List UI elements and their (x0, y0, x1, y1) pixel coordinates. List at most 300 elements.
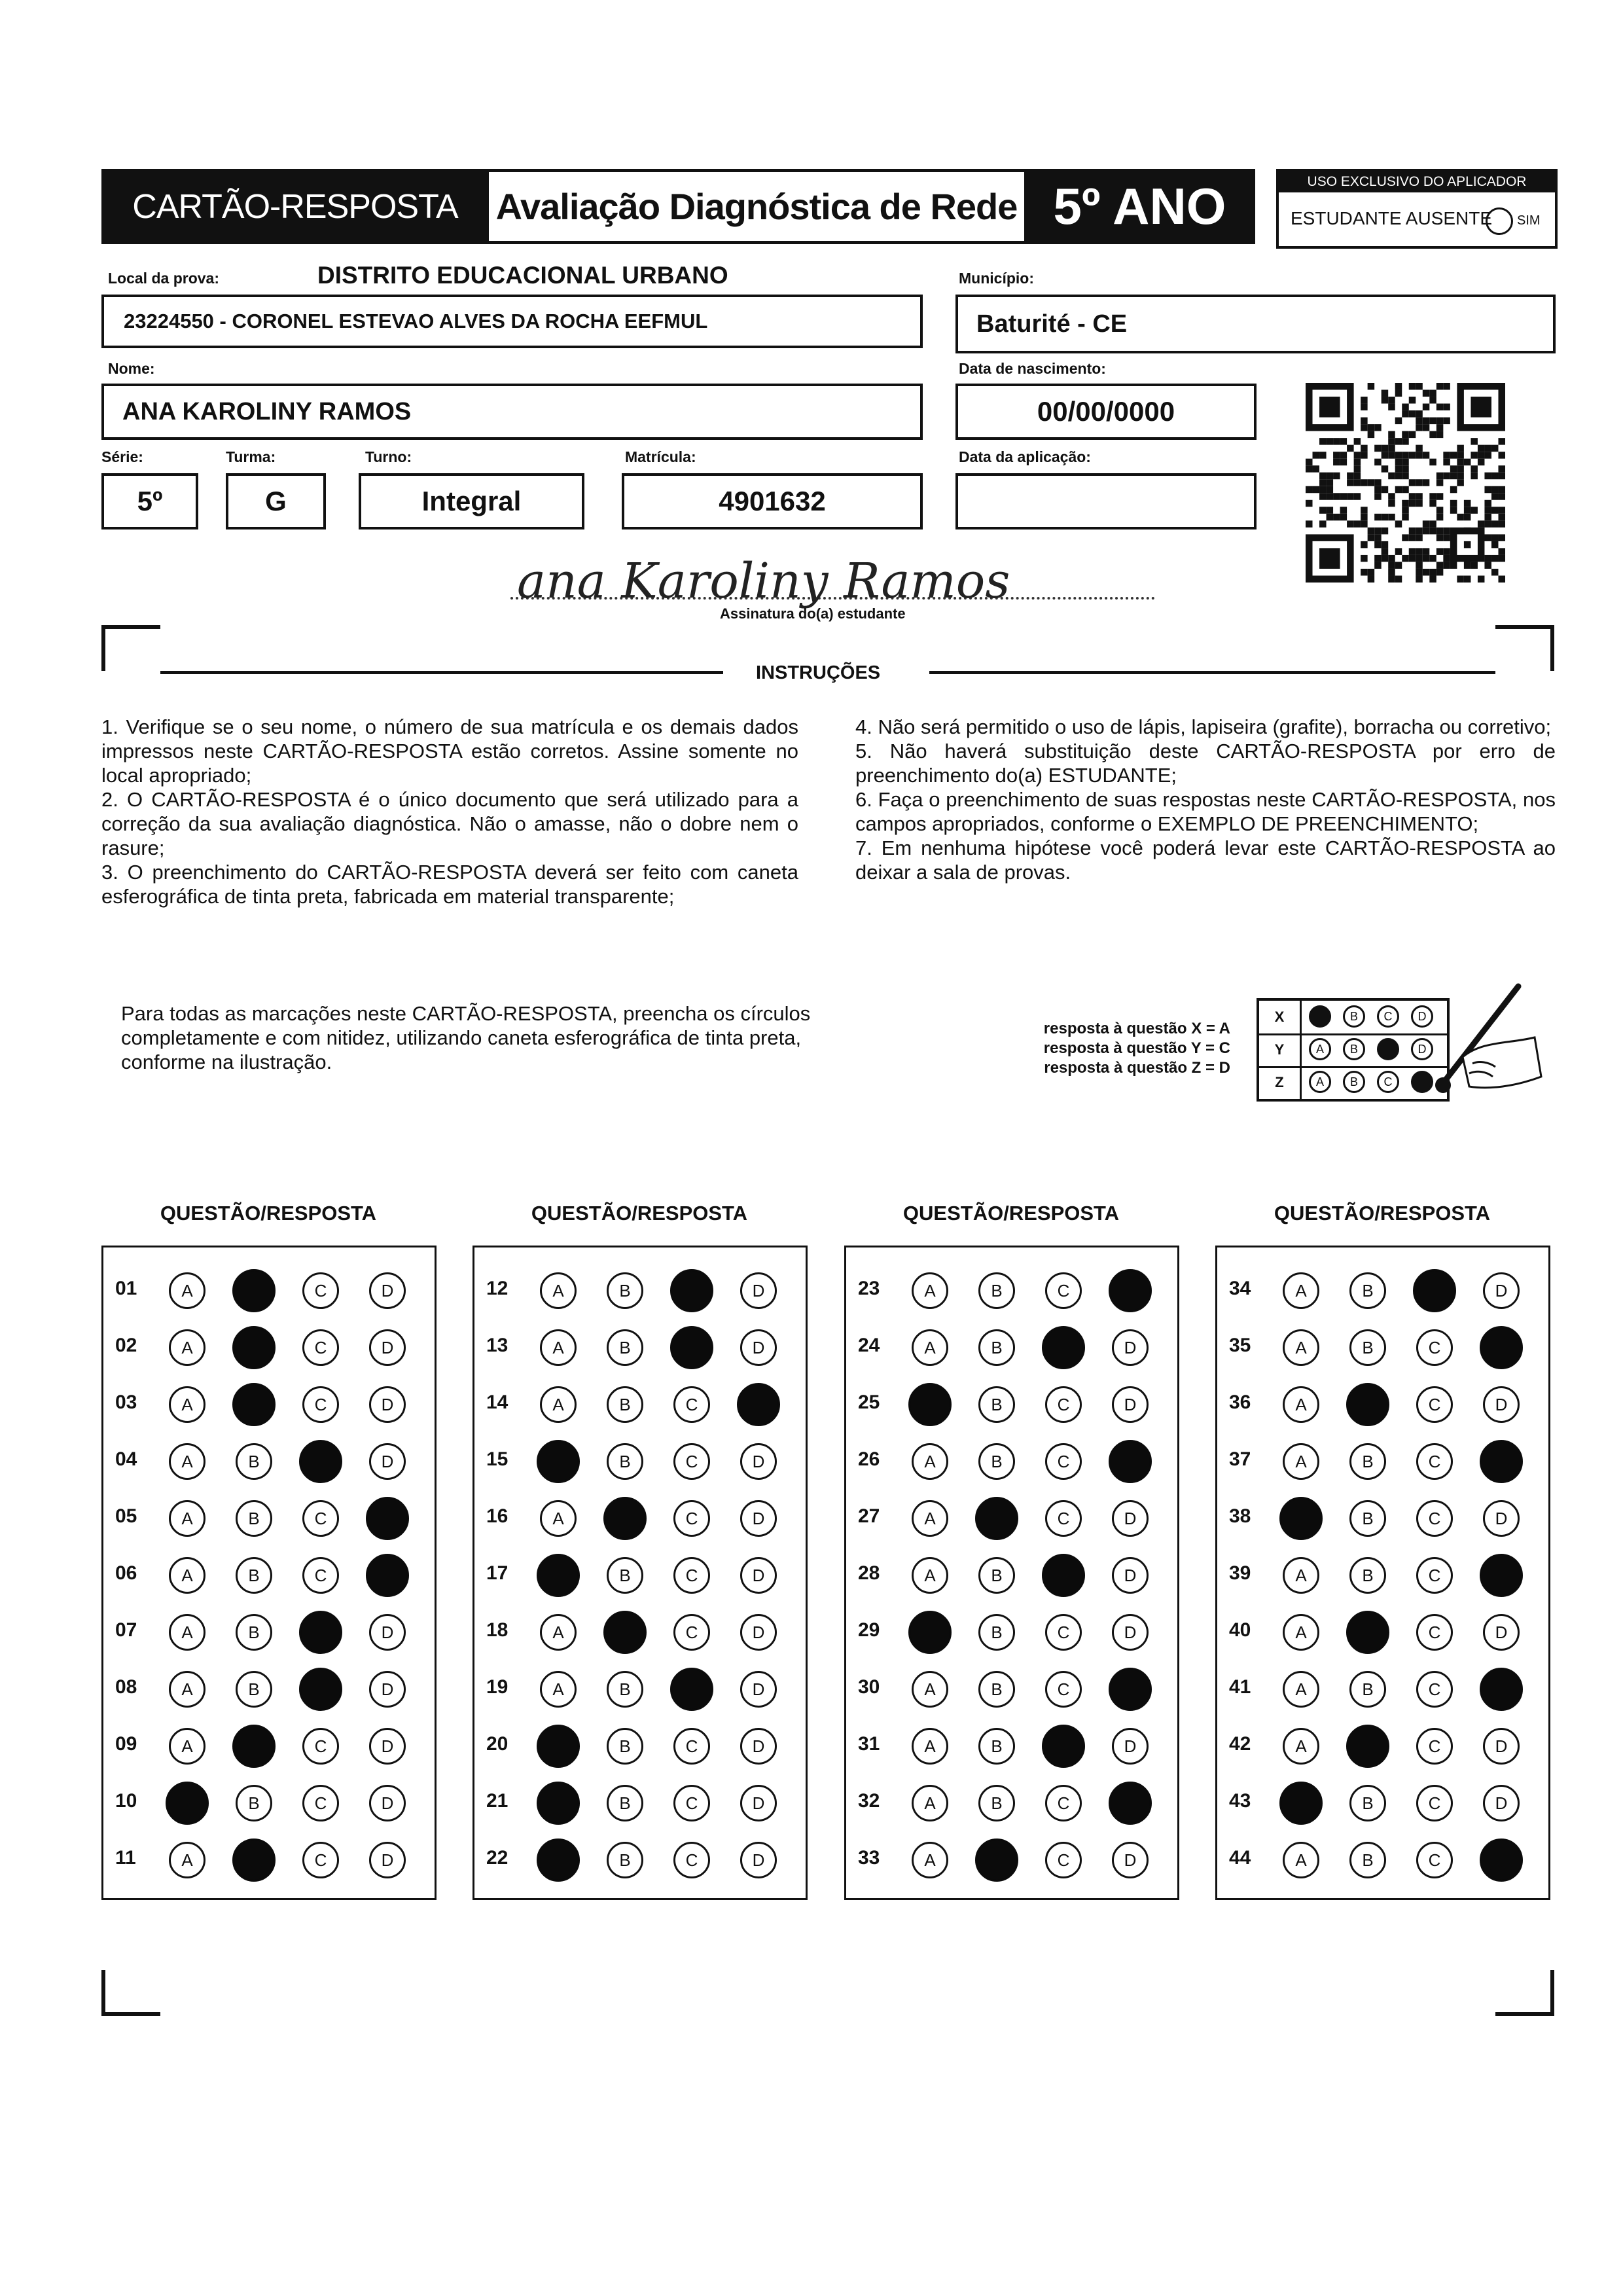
example-bubble-c (1377, 1038, 1399, 1060)
question-number: 28 (858, 1562, 880, 1584)
answer-bubble-b[interactable] (232, 1383, 276, 1426)
question-number: 14 (486, 1391, 508, 1413)
corner-mark (101, 1970, 160, 2016)
question-row (474, 1551, 806, 1596)
question-row (474, 1607, 806, 1653)
aplicador-box (1276, 169, 1558, 249)
answer-bubble-d[interactable]: D (740, 1785, 777, 1821)
answer-bubble-c[interactable]: C (673, 1614, 710, 1651)
answer-bubble-d[interactable]: D (1483, 1728, 1520, 1765)
answer-bubble-b[interactable]: B (978, 1329, 1015, 1366)
answer-bubble-c[interactable]: C (1416, 1329, 1453, 1366)
answer-bubble-d[interactable]: D (1483, 1785, 1520, 1821)
answer-bubble-c[interactable]: C (1416, 1500, 1453, 1537)
answer-bubble-c[interactable]: C (1045, 1671, 1082, 1708)
question-row (1217, 1607, 1548, 1653)
answer-bubble-b[interactable]: B (236, 1785, 272, 1821)
question-row (846, 1494, 1177, 1539)
answer-bubble-d[interactable]: D (1112, 1728, 1149, 1765)
answer-bubble-b[interactable]: B (236, 1557, 272, 1594)
answer-bubble-a[interactable] (1279, 1497, 1323, 1540)
answer-bubble-d[interactable]: D (369, 1614, 406, 1651)
nascimento-label: Data de nascimento: (959, 360, 1106, 377)
answer-bubble-a[interactable]: A (912, 1500, 948, 1537)
answer-bubble-c[interactable]: C (673, 1785, 710, 1821)
answer-bubble-c[interactable]: C (1416, 1443, 1453, 1480)
answer-bubble-b[interactable]: B (1349, 1329, 1386, 1366)
answer-bubble-a[interactable]: A (540, 1272, 577, 1309)
serie-value: 5º (137, 486, 163, 516)
answer-bubble-c[interactable]: C (1416, 1842, 1453, 1878)
answer-column (1215, 1246, 1550, 1900)
example-bubble-d: D (1411, 1038, 1433, 1060)
answer-bubble-b[interactable]: B (1349, 1500, 1386, 1537)
answer-bubble-c[interactable]: C (1045, 1842, 1082, 1878)
answer-bubble-c[interactable]: C (1416, 1671, 1453, 1708)
answer-bubble-a[interactable]: A (540, 1329, 577, 1366)
question-number: 40 (1229, 1619, 1251, 1641)
answer-bubble-a[interactable]: A (1283, 1614, 1319, 1651)
question-row (103, 1778, 435, 1824)
question-row (846, 1664, 1177, 1710)
answer-bubble-c[interactable]: C (1416, 1728, 1453, 1765)
turma-label: Turma: (226, 448, 276, 465)
question-row (1217, 1380, 1548, 1426)
answer-bubble-a[interactable]: A (1283, 1443, 1319, 1480)
question-row (846, 1380, 1177, 1426)
answer-bubble-b[interactable]: B (1349, 1671, 1386, 1708)
answer-bubble-d[interactable]: D (1112, 1329, 1149, 1366)
local-value: 23224550 - CORONEL ESTEVAO ALVES DA ROCHA EEFMUL (124, 310, 708, 332)
answer-bubble-a[interactable] (537, 1440, 580, 1483)
answer-bubble-d[interactable]: D (369, 1329, 406, 1366)
turno-label: Turno: (365, 448, 412, 465)
answer-bubble-d[interactable] (1480, 1668, 1523, 1711)
answer-bubble-b[interactable]: B (607, 1329, 643, 1366)
answer-bubble-a[interactable]: A (912, 1671, 948, 1708)
answer-bubble-c[interactable]: C (302, 1842, 339, 1878)
question-number: 16 (486, 1505, 508, 1527)
divider (929, 671, 1495, 674)
question-row (474, 1323, 806, 1369)
answer-bubble-b[interactable]: B (1349, 1272, 1386, 1309)
instruction-item: 4. Não será permitido o uso de lápis, lapiseira (grafite), borracha ou corretivo; (855, 715, 1552, 738)
answer-bubble-a[interactable]: A (169, 1842, 205, 1878)
qr-code-icon (1306, 383, 1505, 583)
answer-bubble-b[interactable]: B (1349, 1557, 1386, 1594)
answer-bubble-c[interactable] (1413, 1269, 1456, 1312)
instructions-title: INSTRUÇÕES (756, 662, 881, 683)
example-bubble-b: B (1343, 1038, 1365, 1060)
answer-bubble-a[interactable] (537, 1725, 580, 1768)
answer-bubble-c[interactable] (670, 1668, 713, 1711)
answer-bubble-b[interactable]: B (607, 1842, 643, 1878)
question-row (846, 1551, 1177, 1596)
answer-bubble-d[interactable]: D (1483, 1272, 1520, 1309)
answer-bubble-a[interactable]: A (169, 1557, 205, 1594)
answer-column (844, 1246, 1179, 1900)
question-row (474, 1266, 806, 1312)
question-row (103, 1607, 435, 1653)
answer-bubble-d[interactable]: D (369, 1785, 406, 1821)
answer-bubble-b[interactable]: B (978, 1728, 1015, 1765)
question-number: 22 (486, 1847, 508, 1869)
answer-bubble-a[interactable]: A (912, 1842, 948, 1878)
card-title: CARTÃO-RESPOSTA (101, 169, 489, 244)
instructions-right (855, 715, 1556, 884)
answer-bubble-a[interactable] (537, 1839, 580, 1882)
question-number: 38 (1229, 1505, 1251, 1527)
answer-bubble-d[interactable]: D (740, 1728, 777, 1765)
answer-bubble-a[interactable]: A (169, 1329, 205, 1366)
answer-bubble-c[interactable]: C (1416, 1614, 1453, 1651)
corner-mark (1495, 1970, 1554, 2016)
question-number: 06 (115, 1562, 137, 1584)
matricula-value: 4901632 (719, 486, 826, 516)
question-row (103, 1494, 435, 1539)
answer-bubble-c[interactable] (299, 1668, 342, 1711)
question-row (474, 1494, 806, 1539)
nascimento-value: 00/00/0000 (1037, 396, 1175, 427)
answer-bubble-b[interactable]: B (978, 1785, 1015, 1821)
question-number: 27 (858, 1505, 880, 1527)
answer-bubble-a[interactable] (537, 1554, 580, 1597)
question-row (1217, 1437, 1548, 1482)
corner-mark (1495, 625, 1554, 671)
answer-bubble-d[interactable]: D (1112, 1842, 1149, 1878)
answer-bubble-b[interactable]: B (1349, 1842, 1386, 1878)
nome-label: Nome: (108, 360, 155, 377)
example-bubble-a (1309, 1005, 1331, 1028)
answer-bubble-a[interactable]: A (169, 1500, 205, 1537)
answer-bubble-d[interactable]: D (1483, 1386, 1520, 1423)
answer-bubble-c[interactable]: C (302, 1785, 339, 1821)
local-field (101, 295, 923, 348)
answer-bubble-a[interactable]: A (1283, 1842, 1319, 1878)
answer-bubble-a[interactable]: A (1283, 1386, 1319, 1423)
answer-bubble-d[interactable]: D (1112, 1386, 1149, 1423)
question-number: 13 (486, 1335, 508, 1356)
question-row (1217, 1721, 1548, 1767)
answer-bubble-c[interactable]: C (673, 1386, 710, 1423)
answer-bubble-b[interactable] (232, 1326, 276, 1369)
example-bubble-a: A (1309, 1071, 1331, 1093)
answer-bubble-d[interactable] (1109, 1668, 1152, 1711)
answer-bubble-a[interactable]: A (169, 1671, 205, 1708)
question-row (103, 1664, 435, 1710)
answer-bubble-a[interactable]: A (540, 1500, 577, 1537)
answer-bubble-a[interactable] (166, 1782, 209, 1825)
answer-bubble-c[interactable]: C (1045, 1272, 1082, 1309)
turma-field (226, 473, 326, 529)
answer-bubble-d[interactable]: D (740, 1614, 777, 1651)
answer-bubble-d[interactable]: D (740, 1272, 777, 1309)
example-legend-x: resposta à questão X = A (1043, 1020, 1230, 1037)
answer-bubble-c[interactable]: C (673, 1500, 710, 1537)
answer-bubble-a[interactable]: A (912, 1785, 948, 1821)
answer-bubble-b[interactable] (232, 1269, 276, 1312)
answer-bubble-d[interactable]: D (740, 1329, 777, 1366)
matricula-field (622, 473, 923, 529)
answer-bubble-c[interactable]: C (673, 1557, 710, 1594)
answer-bubble-b[interactable]: B (978, 1671, 1015, 1708)
answer-bubble-a[interactable]: A (1283, 1557, 1319, 1594)
answer-bubble-d[interactable] (1480, 1554, 1523, 1597)
answer-bubble-c[interactable]: C (302, 1500, 339, 1537)
example-legend-z: resposta à questão Z = D (1044, 1059, 1230, 1077)
answer-bubble-a[interactable]: A (1283, 1329, 1319, 1366)
answer-bubble-a[interactable]: A (912, 1443, 948, 1480)
answer-bubble-d[interactable] (1480, 1326, 1523, 1369)
question-number: 05 (115, 1505, 137, 1527)
answer-bubble-b[interactable]: B (607, 1557, 643, 1594)
answer-bubble-b[interactable] (232, 1839, 276, 1882)
question-number: 07 (115, 1619, 137, 1641)
answer-bubble-b[interactable]: B (1349, 1443, 1386, 1480)
local-district: DISTRITO EDUCACIONAL URBANO (317, 262, 728, 289)
answer-bubble-a[interactable]: A (169, 1272, 205, 1309)
column-title: QUESTÃO/RESPOSTA (1274, 1202, 1491, 1225)
answer-bubble-d[interactable]: D (369, 1842, 406, 1878)
answer-bubble-d[interactable]: D (740, 1557, 777, 1594)
answer-bubble-b[interactable]: B (978, 1386, 1015, 1423)
answer-bubble-a[interactable]: A (912, 1329, 948, 1366)
answer-bubble-d[interactable]: D (740, 1443, 777, 1480)
answer-bubble-d[interactable] (737, 1383, 780, 1426)
example-bubble-c: C (1377, 1071, 1399, 1093)
answer-bubble-d[interactable]: D (369, 1443, 406, 1480)
answer-bubble-a[interactable]: A (912, 1557, 948, 1594)
answer-bubble-c[interactable]: C (302, 1329, 339, 1366)
question-number: 18 (486, 1619, 508, 1641)
aplicacao-label: Data da aplicação: (959, 448, 1091, 465)
answer-bubble-c[interactable]: C (302, 1272, 339, 1309)
answer-bubble-a[interactable]: A (540, 1671, 577, 1708)
answer-bubble-a[interactable]: A (169, 1728, 205, 1765)
fill-note: Para todas as marcações neste CARTÃO-RESPOSTA, preencha os círculos completamente e com nitidez, utilizando caneta esferográfica de tinta preta, conforme na ilustração. (121, 1002, 811, 1073)
question-number: 11 (115, 1847, 136, 1869)
answer-bubble-a[interactable]: A (169, 1614, 205, 1651)
answer-bubble-a[interactable]: A (912, 1272, 948, 1309)
instructions-left (101, 715, 798, 908)
answer-bubble-b[interactable]: B (607, 1386, 643, 1423)
divider (160, 671, 723, 674)
answer-bubble-c[interactable] (1042, 1554, 1085, 1597)
answer-bubble-d[interactable]: D (740, 1500, 777, 1537)
answer-bubble-d[interactable]: D (740, 1671, 777, 1708)
pen-hand-icon (1417, 978, 1548, 1103)
answer-bubble-a[interactable]: A (540, 1614, 577, 1651)
answer-bubble-d[interactable]: D (740, 1842, 777, 1878)
instruction-item: 5. Não haverá substituição deste CARTÃO-RESPOSTA por erro de preenchimento do(a) ESTUDANTE; (855, 740, 1556, 787)
question-row (474, 1437, 806, 1482)
answer-bubble-a[interactable]: A (1283, 1272, 1319, 1309)
answer-bubble-c[interactable]: C (1416, 1785, 1453, 1821)
answer-bubble-a[interactable]: A (1283, 1671, 1319, 1708)
absent-checkbox[interactable] (1486, 207, 1513, 235)
example-bubble-c: C (1377, 1005, 1399, 1028)
instruction-item: 1. Verifique se o seu nome, o número de sua matrícula e os demais dados impressos neste CARTÃO-RESPOSTA estão corretos. Assine somente no local apropriado; (101, 715, 798, 787)
answer-bubble-b[interactable]: B (607, 1671, 643, 1708)
question-number: 42 (1229, 1733, 1251, 1755)
answer-bubble-a[interactable]: A (169, 1386, 205, 1423)
answer-bubble-b[interactable]: B (236, 1671, 272, 1708)
answer-bubble-b[interactable] (1346, 1725, 1389, 1768)
question-number: 24 (858, 1335, 880, 1356)
answer-bubble-c[interactable]: C (1045, 1443, 1082, 1480)
answer-bubble-b[interactable]: B (978, 1272, 1015, 1309)
answer-bubble-d[interactable]: D (1483, 1614, 1520, 1651)
question-number: 31 (858, 1733, 880, 1755)
question-row (846, 1323, 1177, 1369)
aplicacao-field (955, 473, 1257, 529)
question-row (103, 1380, 435, 1426)
answer-bubble-c[interactable]: C (1045, 1785, 1082, 1821)
answer-bubble-b[interactable]: B (607, 1443, 643, 1480)
answer-bubble-b[interactable]: B (607, 1785, 643, 1821)
answer-bubble-b[interactable] (603, 1611, 647, 1654)
answer-bubble-c[interactable]: C (673, 1443, 710, 1480)
question-number: 29 (858, 1619, 880, 1641)
answer-bubble-d[interactable] (366, 1497, 409, 1540)
question-row (103, 1323, 435, 1369)
example-question-letter: X (1259, 1001, 1302, 1033)
answer-bubble-d[interactable] (1109, 1782, 1152, 1825)
example-bubble-d: D (1411, 1005, 1433, 1028)
answer-bubble-c[interactable] (1042, 1725, 1085, 1768)
answer-bubble-d[interactable]: D (369, 1272, 406, 1309)
absent-label: ESTUDANTE AUSENTE (1291, 208, 1493, 228)
answer-bubble-b[interactable] (1346, 1611, 1389, 1654)
answer-bubble-a[interactable] (1279, 1782, 1323, 1825)
question-number: 08 (115, 1676, 137, 1698)
instruction-item: 3. O preenchimento do CARTÃO-RESPOSTA deverá ser feito com caneta esferográfica de tinta preta, fabricada em material transparente; (101, 861, 798, 908)
question-row (103, 1437, 435, 1482)
answer-bubble-c[interactable]: C (1045, 1500, 1082, 1537)
answer-bubble-b[interactable]: B (1349, 1785, 1386, 1821)
answer-bubble-c[interactable]: C (302, 1557, 339, 1594)
absent-option-label: SIM (1517, 213, 1541, 228)
corner-mark (101, 625, 160, 671)
question-number: 43 (1229, 1790, 1251, 1812)
answer-bubble-d[interactable]: D (369, 1728, 406, 1765)
answer-bubble-b[interactable] (232, 1725, 276, 1768)
answer-bubble-b[interactable]: B (236, 1443, 272, 1480)
answer-column (473, 1246, 808, 1900)
answer-bubble-a[interactable] (908, 1611, 952, 1654)
answer-bubble-c[interactable] (1042, 1326, 1085, 1369)
question-row (1217, 1323, 1548, 1369)
answer-bubble-a[interactable] (908, 1383, 952, 1426)
question-number: 30 (858, 1676, 880, 1698)
answer-bubble-c[interactable] (299, 1611, 342, 1654)
question-number: 03 (115, 1391, 137, 1413)
question-row (103, 1266, 435, 1312)
answer-bubble-a[interactable]: A (540, 1386, 577, 1423)
serie-label: Série: (101, 448, 143, 465)
answer-bubble-b[interactable]: B (607, 1272, 643, 1309)
answer-bubble-c[interactable] (670, 1269, 713, 1312)
answer-bubble-d[interactable] (1480, 1839, 1523, 1882)
answer-bubble-b[interactable]: B (607, 1728, 643, 1765)
answer-bubble-d[interactable]: D (369, 1671, 406, 1708)
answer-bubble-d[interactable] (1480, 1440, 1523, 1483)
answer-bubble-a[interactable]: A (1283, 1728, 1319, 1765)
instruction-item: 2. O CARTÃO-RESPOSTA é o único documento que será utilizado para a correção da sua avaliação diagnóstica. Não o amasse, não o dobre nem o rasure; (101, 788, 798, 859)
question-number: 33 (858, 1847, 880, 1869)
answer-bubble-b[interactable] (975, 1497, 1018, 1540)
column-title: QUESTÃO/RESPOSTA (160, 1202, 377, 1225)
nascimento-field (955, 384, 1257, 440)
nome-value: ANA KAROLINY RAMOS (122, 397, 412, 425)
question-number: 41 (1229, 1676, 1251, 1698)
aplicador-heading: USO EXCLUSIVO DO APLICADOR (1279, 171, 1555, 192)
answer-bubble-d[interactable] (1109, 1269, 1152, 1312)
answer-bubble-a[interactable]: A (169, 1443, 205, 1480)
question-row (474, 1721, 806, 1767)
question-row (846, 1607, 1177, 1653)
answer-bubble-d[interactable]: D (369, 1386, 406, 1423)
answer-bubble-c[interactable]: C (673, 1842, 710, 1878)
example-bubble-b: B (1343, 1005, 1365, 1028)
answer-bubble-d[interactable]: D (1112, 1500, 1149, 1537)
question-number: 04 (115, 1448, 137, 1470)
answer-bubble-a[interactable] (537, 1782, 580, 1825)
question-row (103, 1551, 435, 1596)
answer-bubble-c[interactable]: C (1045, 1614, 1082, 1651)
answer-bubble-c[interactable] (670, 1326, 713, 1369)
answer-bubble-b[interactable]: B (236, 1500, 272, 1537)
answer-bubble-c[interactable]: C (302, 1386, 339, 1423)
answer-bubble-d[interactable] (366, 1554, 409, 1597)
answer-bubble-c[interactable]: C (1416, 1386, 1453, 1423)
example-bubble-b: B (1343, 1071, 1365, 1093)
answer-bubble-c[interactable] (299, 1440, 342, 1483)
answer-bubble-c[interactable]: C (1416, 1557, 1453, 1594)
answer-bubble-b[interactable]: B (236, 1614, 272, 1651)
question-row (474, 1664, 806, 1710)
answer-bubble-c[interactable]: C (1045, 1386, 1082, 1423)
example-question-letter: Y (1259, 1033, 1302, 1066)
answer-bubble-d[interactable]: D (1112, 1614, 1149, 1651)
answer-bubble-b[interactable]: B (978, 1614, 1015, 1651)
question-number: 37 (1229, 1448, 1251, 1470)
answer-bubble-d[interactable]: D (1112, 1557, 1149, 1594)
answer-bubble-d[interactable]: D (1483, 1500, 1520, 1537)
answer-bubble-b[interactable] (1346, 1383, 1389, 1426)
serie-field (101, 473, 198, 529)
question-row (1217, 1266, 1548, 1312)
question-row (474, 1380, 806, 1426)
answer-bubble-b[interactable] (975, 1839, 1018, 1882)
answer-bubble-b[interactable]: B (978, 1557, 1015, 1594)
exam-title: Avaliação Diagnóstica de Rede (486, 169, 1027, 244)
answer-column (101, 1246, 437, 1900)
answer-bubble-d[interactable] (1109, 1440, 1152, 1483)
question-number: 10 (115, 1790, 137, 1812)
question-row (846, 1437, 1177, 1482)
answer-bubble-b[interactable]: B (978, 1443, 1015, 1480)
example-bubble-a: A (1309, 1038, 1331, 1060)
answer-bubble-c[interactable]: C (302, 1728, 339, 1765)
answer-bubble-a[interactable]: A (912, 1728, 948, 1765)
local-label: Local da prova: (108, 270, 219, 287)
question-number: 19 (486, 1676, 508, 1698)
question-number: 26 (858, 1448, 880, 1470)
turno-value: Integral (421, 486, 522, 516)
answer-bubble-c[interactable]: C (673, 1728, 710, 1765)
answer-bubble-b[interactable] (603, 1497, 647, 1540)
